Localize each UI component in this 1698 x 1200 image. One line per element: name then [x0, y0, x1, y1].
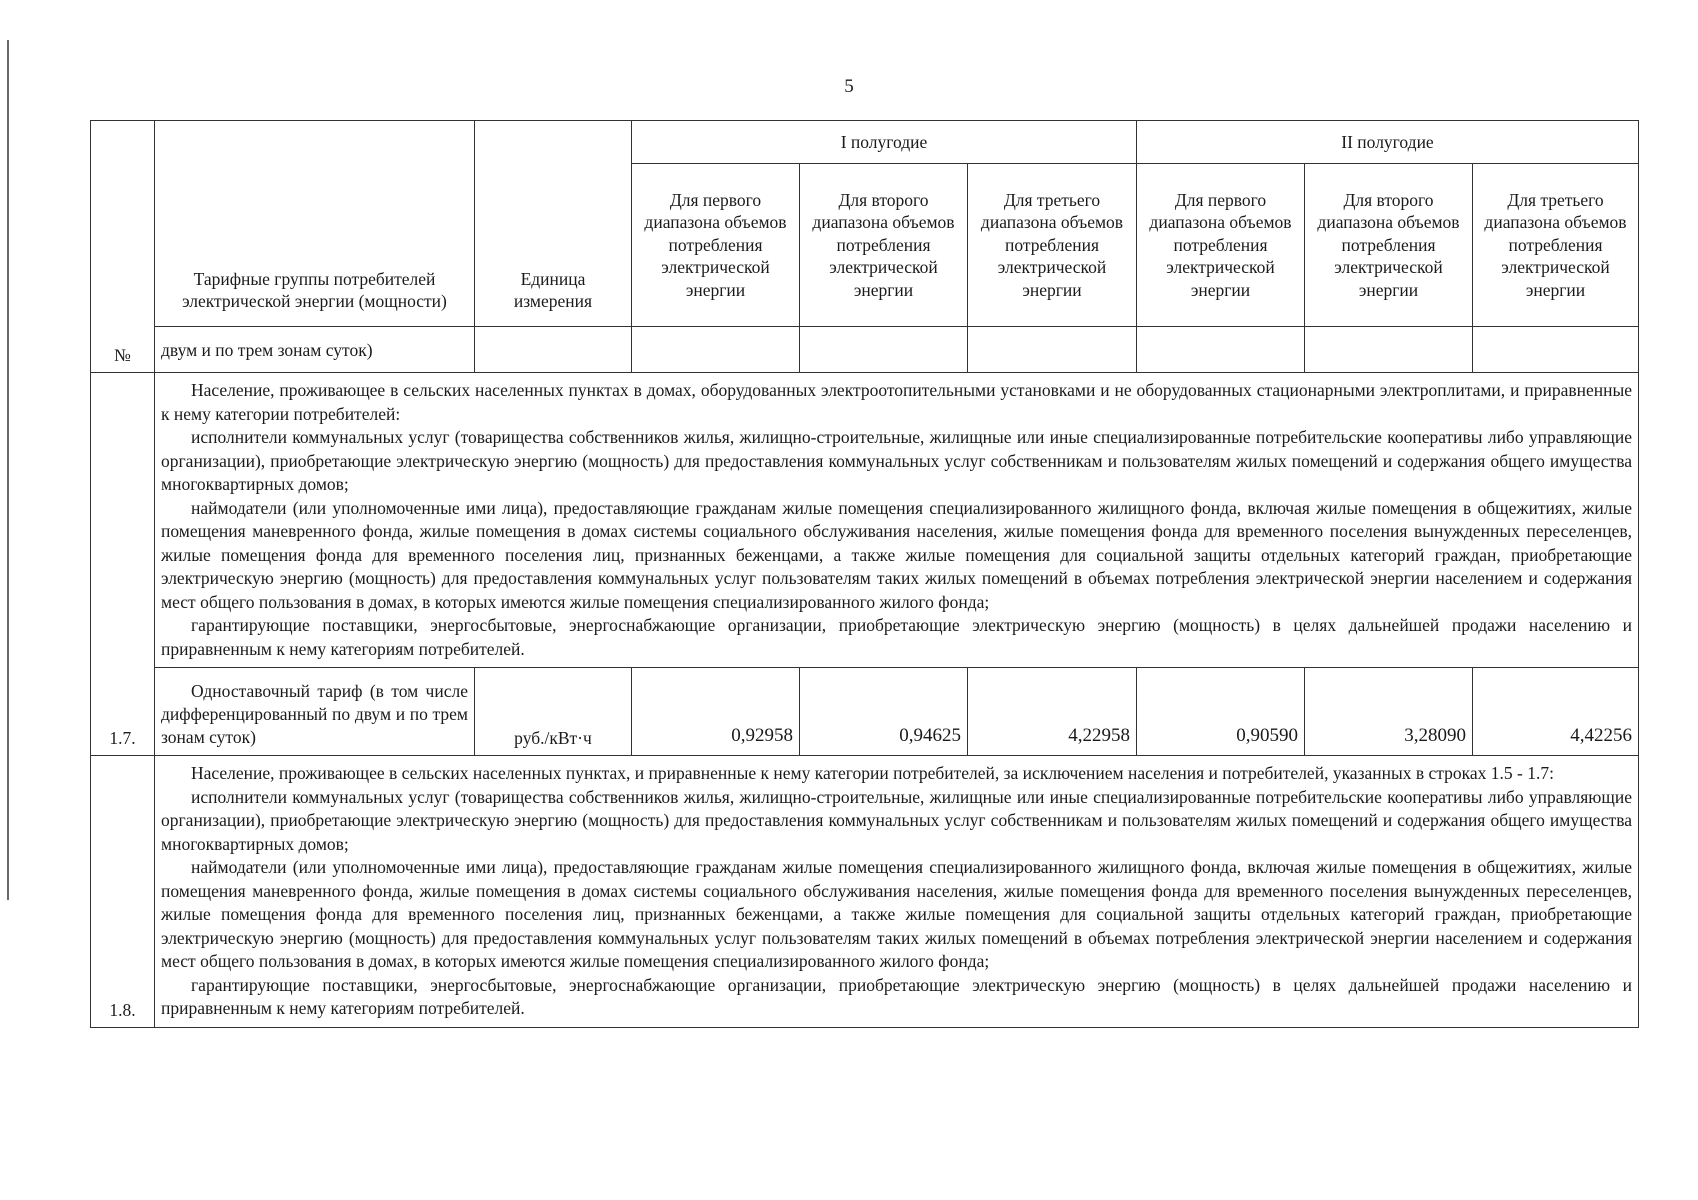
continuation-empty: [968, 327, 1137, 373]
row-number-1-7: 1.7.: [91, 373, 155, 756]
paragraph: Население, проживающее в сельских населенных пунктах в домах, оборудованных электроотопительными установками и не оборудованных стационарными электроплитами, и приравненные к нему категории потребителей:: [161, 380, 1632, 424]
continuation-empty: [632, 327, 800, 373]
header-h2-range-3: Для третьего диапазона объемов потребления электрической энергии: [1473, 164, 1639, 327]
row-1-8-description-text: [155, 756, 1639, 1028]
paragraph: исполнители коммунальных услуг (товарищества собственников жилья, жилищно-строительные, жилищные или иные специализированные потребительские кооперативы либо управляющие организации), приобретающие электрическую энергию (мощность) для предоставления коммунальных услуг собственникам и пользователям жилых помещений и содержания общего имущества многоквартирных домов;: [161, 427, 1632, 494]
continuation-empty-unit: [475, 327, 632, 373]
paragraph: гарантирующие поставщики, энергосбытовые, энергоснабжающие организации, приобретающие электрическую энергию (мощность) в целях дальнейшей продажи населению и приравненным к нему категориям потребителей.: [161, 615, 1632, 659]
paragraph: исполнители коммунальных услуг (товарищества собственников жилья, жилищно-строительные, жилищные или иные специализированные потребительские кооперативы либо управляющие организации), приобретающие электрическую энергию (мощность) для предоставления коммунальных услуг собственникам и пользователям жилых помещений и содержания общего имущества многоквартирных домов;: [161, 786, 1632, 854]
header-h2-range-1: Для первого диапазона объемов потребления электрической энергии: [1137, 164, 1305, 327]
continuation-empty: [1473, 327, 1639, 373]
row-1-7-description-text: [155, 373, 1639, 668]
header-tariff-group: Тарифные группы потребителей электрической энергии (мощности): [155, 121, 475, 327]
continuation-text: двум и по трем зонам суток): [155, 327, 475, 373]
header-h1-range-3: Для третьего диапазона объемов потребления электрической энергии: [968, 164, 1137, 327]
value-h1-range-1: 0,92958: [632, 668, 800, 756]
tariff-label: Одноставочный тариф (в том числе дифференцированный по двум и по трем зонам суток): [155, 668, 475, 756]
value-h2-range-3: 4,42256: [1473, 668, 1639, 756]
continuation-empty: [1305, 327, 1473, 373]
continuation-empty: [800, 327, 968, 373]
header-row-halves: [91, 121, 1639, 164]
header-h2-range-2: Для второго диапазона объемов потребления электрической энергии: [1305, 164, 1473, 327]
header-h1-range-1: Для первого диапазона объемов потребления электрической энергии: [632, 164, 800, 327]
tariff-table: [90, 120, 1639, 1028]
unit-cell: руб./кВт·ч: [475, 668, 632, 756]
header-h1-range-2: Для второго диапазона объемов потребления электрической энергии: [800, 164, 968, 327]
paragraph: наймодатели (или уполномоченные ими лица), предоставляющие гражданам жилые помещения специализированного жилищного фонда, включая жилые помещения в общежитиях, жилые помещения маневренного фонда, жилые помещения в домах системы социального обслуживания населения, жилые помещения фонда для временного поселения вынужденных переселенцев, жилые помещения фонда для временного поселения лиц, признанных беженцами, а также жилые помещения для социальной защиты отдельных категорий граждан, приобретающие электрическую энергию (мощность) для предоставления коммунальных услуг пользователям таких жилых помещений в объемах потребления электрической энергии населением и содержания мест общего пользования в домах, в которых имеются жилые помещения специализированного жилого фонда;: [161, 497, 1632, 612]
value-h2-range-2: 3,28090: [1305, 668, 1473, 756]
value-h2-range-1: 0,90590: [1137, 668, 1305, 756]
row-number-1-8: 1.8.: [91, 756, 155, 1028]
paragraph: наймодатели (или уполномоченные ими лица), предоставляющие гражданам жилые помещения специализированного жилищного фонда, включая жилые помещения в общежитиях, жилые помещения маневренного фонда, жилые помещения в домах системы социального обслуживания населения, жилые помещения фонда для временного поселения вынужденных переселенцев, жилые помещения фонда для временного поселения лиц, признанных беженцами, а также жилые помещения для социальной защиты отдельных категорий граждан, приобретающие электрическую энергию (мощность) для предоставления коммунальных услуг пользователям таких жилых помещений в объемах потребления электрической энергии населением и содержания мест общего пользования в домах, в которых имеются жилые помещения специализированного жилого фонда;: [161, 857, 1632, 971]
header-second-half: II полугодие: [1137, 121, 1639, 164]
value-h1-range-2: 0,94625: [800, 668, 968, 756]
continuation-empty: [1137, 327, 1305, 373]
continuation-row: [91, 327, 1639, 373]
value-h1-range-3: 4,22958: [968, 668, 1137, 756]
row-1-7-values: [91, 668, 1639, 756]
header-unit: Единица измерения: [475, 121, 632, 327]
header-num: №: [91, 121, 155, 373]
scan-edge: [7, 40, 9, 900]
row-1-8-description: [91, 756, 1639, 1028]
paragraph: гарантирующие поставщики, энергосбытовые, энергоснабжающие организации, приобретающие электрическую энергию (мощность) в целях дальнейшей продажи населению и приравненным к нему категориям потребителей.: [161, 974, 1632, 1018]
paragraph: Население, проживающее в сельских населенных пунктах, и приравненные к нему категории потребителей, за исключением населения и потребителей, указанных в строках 1.5 - 1.7:: [191, 763, 1554, 783]
row-1-7-description: [91, 373, 1639, 668]
header-first-half: I полугодие: [632, 121, 1137, 164]
page-number: 5: [844, 76, 854, 97]
